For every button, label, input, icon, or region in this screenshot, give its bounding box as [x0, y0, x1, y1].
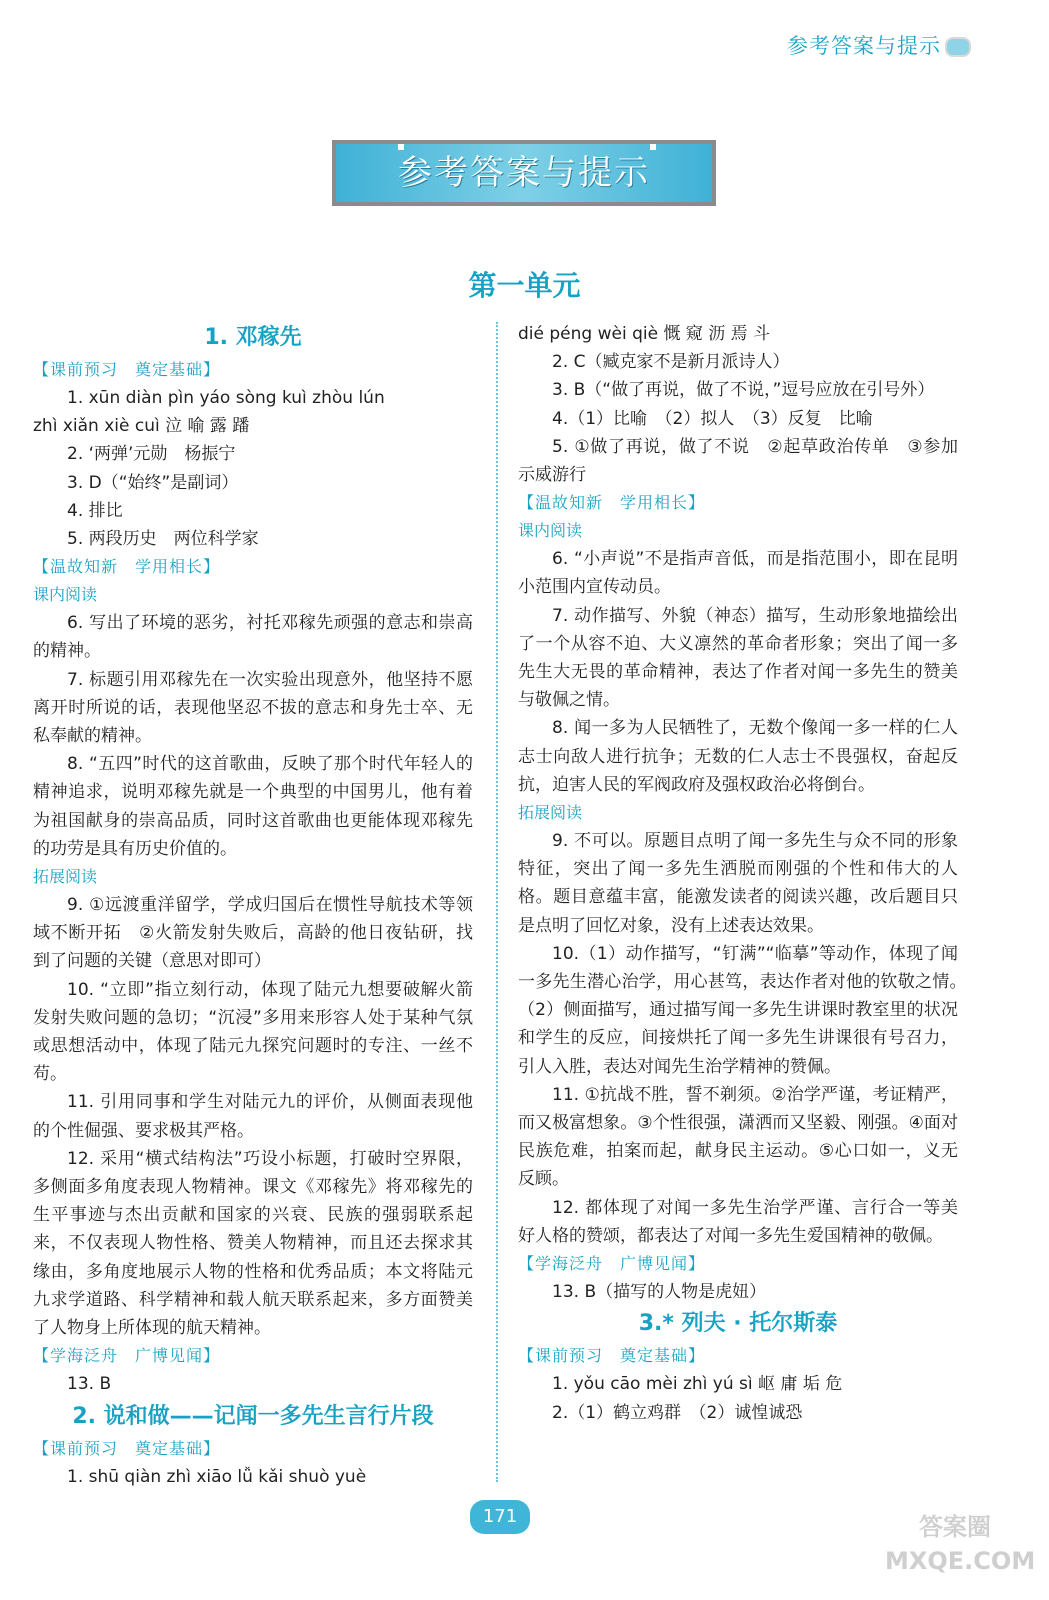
subsection-label: 拓展阅读: [518, 803, 583, 823]
answer-paragraph: 6. “小声说”不是指声音低，而是指范围小，即在昆明小范围内宣传动员。: [518, 549, 958, 598]
right-column: [518, 320, 975, 1427]
section-tag: 【温故知新 学用相长】: [518, 493, 706, 513]
section-tag: 【学海泛舟 广博见闻】: [33, 1346, 221, 1366]
answer-paragraph: 3. B（“做了再说，做了不说，”逗号应放在引号外）: [552, 380, 935, 401]
section-heading: 2. 说和做——记闻一多先生言行片段: [72, 1403, 434, 1429]
title-banner: [332, 140, 716, 206]
header-bubble-icon: [945, 37, 971, 57]
section-tag: 【课前预习 奠定基础】: [33, 360, 221, 379]
answer-paragraph: 8. “五四”时代的这首歌曲，反映了那个时代年轻人的精神追求，说明邓稼先就是一个典型的中国男儿，他有着为祖国献身的崇高品质，同时这首歌曲也更能体现邓稼先的功劳是具有历史价值的。: [33, 754, 473, 859]
answer-paragraph: 12. 采用“横式结构法”巧设小标题，打破时空界限，多侧面多角度表现人物精神。课文《邓稼先》将邓稼先的生平事迹与杰出贡献和国家的兴衰、民族的强弱联系起来，不仅表现人物性格、赞美人物精神，而且还去探求其缘由，多角度地展示人物的性格和优秀品质；本文将陆元九求学道路、科学精神和载人航天联系起来，多方面赞美了人物身上所体现的航天精神。: [33, 1148, 473, 1339]
answer-paragraph: 7. 动作描写、外貌（神态）描写，生动形象地描绘出了一个从容不迫、大义凛然的革命者形象；突出了闻一多先生大无畏的革命精神，表达了作者对闻一多先生的赞美与敬佩之情。: [518, 605, 958, 711]
answer-line: zhì xiǎn xiè cuì 泣 喻 露 蹯: [33, 416, 250, 437]
section-heading: 3.* 列夫 · 托尔斯泰: [638, 1311, 838, 1337]
answer-paragraph: 10.（1）动作描写，“钉满”“临摹”等动作，体现了闻一多先生潜心治学，用心甚笃，表达作者对他的钦敬之情。 （2）侧面描写，通过描写闻一多先生讲课时教室里的状况和学生的反应，间接烘托了闻一多先生讲课很有号召力，引人入胜，表达对闻先生治学精神的赞佩。: [518, 943, 975, 1077]
answer-paragraph: 8. 闻一多为人民牺牲了，无数个像闻一多一样的仁人志士向敌人进行抗争；无数的仁人志士不畏强权，奋起反抗，迫害人民的军阀政府及强权政治必将倒台。: [518, 718, 958, 795]
answer-line: dié péng wèi qiè 慨 窥 沥 焉 斗: [518, 324, 771, 344]
answer-paragraph: 11. ①抗战不胜，誓不剃须。②治学严谨，考证精严，而又极富想象。③个性很强，潇洒而又坚毅、刚强。④面对民族危难，拍案而起，献身民主运动。⑤心口如一，义无反顾。: [518, 1084, 958, 1190]
unit-title: 第一单元: [468, 269, 581, 302]
answer-paragraph: 6. 写出了环境的恶劣，衬托邓稼先顽强的意志和崇高的精神。: [33, 613, 473, 662]
answer-paragraph: 4.（1）比喻 （2）拟人 （3）反复 比喻: [552, 408, 873, 429]
column-divider: [496, 322, 498, 1482]
answer-paragraph: 4. 排比: [67, 500, 123, 521]
answer-paragraph: 13. B: [67, 1374, 112, 1395]
left-column: [33, 320, 473, 1491]
subsection-label: 拓展阅读: [33, 867, 98, 887]
answer-paragraph: 2. C（臧克家不是新月派诗人）: [552, 352, 790, 373]
page-number: 171: [470, 1500, 530, 1534]
answer-paragraph: 5. 两段历史 两位科学家: [67, 529, 259, 550]
running-header-title: 参考答案与提示: [787, 34, 941, 58]
section-tag: 【温故知新 学用相长】: [33, 557, 221, 577]
answer-paragraph: 12. 都体现了对闻一多先生治学严谨、言行合一等美好人格的赞颂，都表达了对闻一多先生爱国精神的敬佩。: [518, 1197, 958, 1246]
section-tag: 【课前预习 奠定基础】: [33, 1438, 221, 1458]
answer-paragraph: 1. shū qiàn zhì xiāo lǚ kǎi shuò yuè: [67, 1466, 367, 1487]
section-tag: 【课前预习 奠定基础】: [518, 1346, 706, 1366]
answer-paragraph: 10. “立即”指立刻行动，体现了陆元九想要破解火箭发射失败问题的急切；“沉浸”多用来形容人处于某种气氛或思想活动中，体现了陆元九探究问题时的专注、一丝不苟。: [33, 979, 473, 1085]
answer-paragraph: 9. 不可以。原题目点明了闻一多先生与众不同的形象特征，突出了闻一多先生洒脱而刚强的个性和伟大的人格。题目意蕴丰富，能激发读者的阅读兴趣，改后题目只是点明了回忆对象，没有上述表达效果。: [518, 831, 958, 936]
running-header: [787, 30, 971, 60]
answer-paragraph: 2.（1）鹤立鸡群 （2）诚惶诚恐: [552, 1402, 803, 1423]
watermark-logo: 答案圈 MXQE.COM: [885, 1513, 1036, 1575]
answer-paragraph: 11. 引用同事和学生对陆元九的评价，从侧面表现他的个性倔强、要求极其严格。: [33, 1092, 473, 1141]
section-tag: 【学海泛舟 广博见闻】: [518, 1254, 706, 1274]
answer-paragraph: 9. ①远渡重洋留学，学成归国后在惯性导航技术等领域不断开拓 ②火箭发射失败后，高龄的他日夜钻研，找到了问题的关键（意思对即可）: [33, 895, 473, 972]
answer-paragraph: 1. xūn diàn pìn yáo sòng kuì zhòu lún: [67, 388, 385, 408]
answer-paragraph: 3. D（“始终”是副词）: [67, 472, 239, 493]
subsection-label: 课内阅读: [518, 521, 583, 541]
subsection-label: 课内阅读: [33, 585, 98, 605]
answer-paragraph: 1. yǒu cāo mèi zhì yú sì 岖 庸 垢 危: [552, 1374, 843, 1395]
banner-title: 参考答案与提示: [336, 144, 712, 202]
answer-paragraph: 13. B（描写的人物是虎妞）: [552, 1282, 767, 1303]
answer-paragraph: 5. ①做了再说，做了不说 ②起草政治传单 ③参加示威游行: [518, 436, 958, 486]
section-heading: 1. 邓稼先: [204, 325, 302, 350]
answer-paragraph: 7. 标题引用邓稼先在一次实验出现意外，他坚持不愿离开时所说的话，表现他坚忍不拔的意志和身先士卒、无私奉献的精神。: [33, 669, 473, 747]
answer-paragraph: 2. ‘两弹’元勋 杨振宁: [67, 444, 236, 465]
